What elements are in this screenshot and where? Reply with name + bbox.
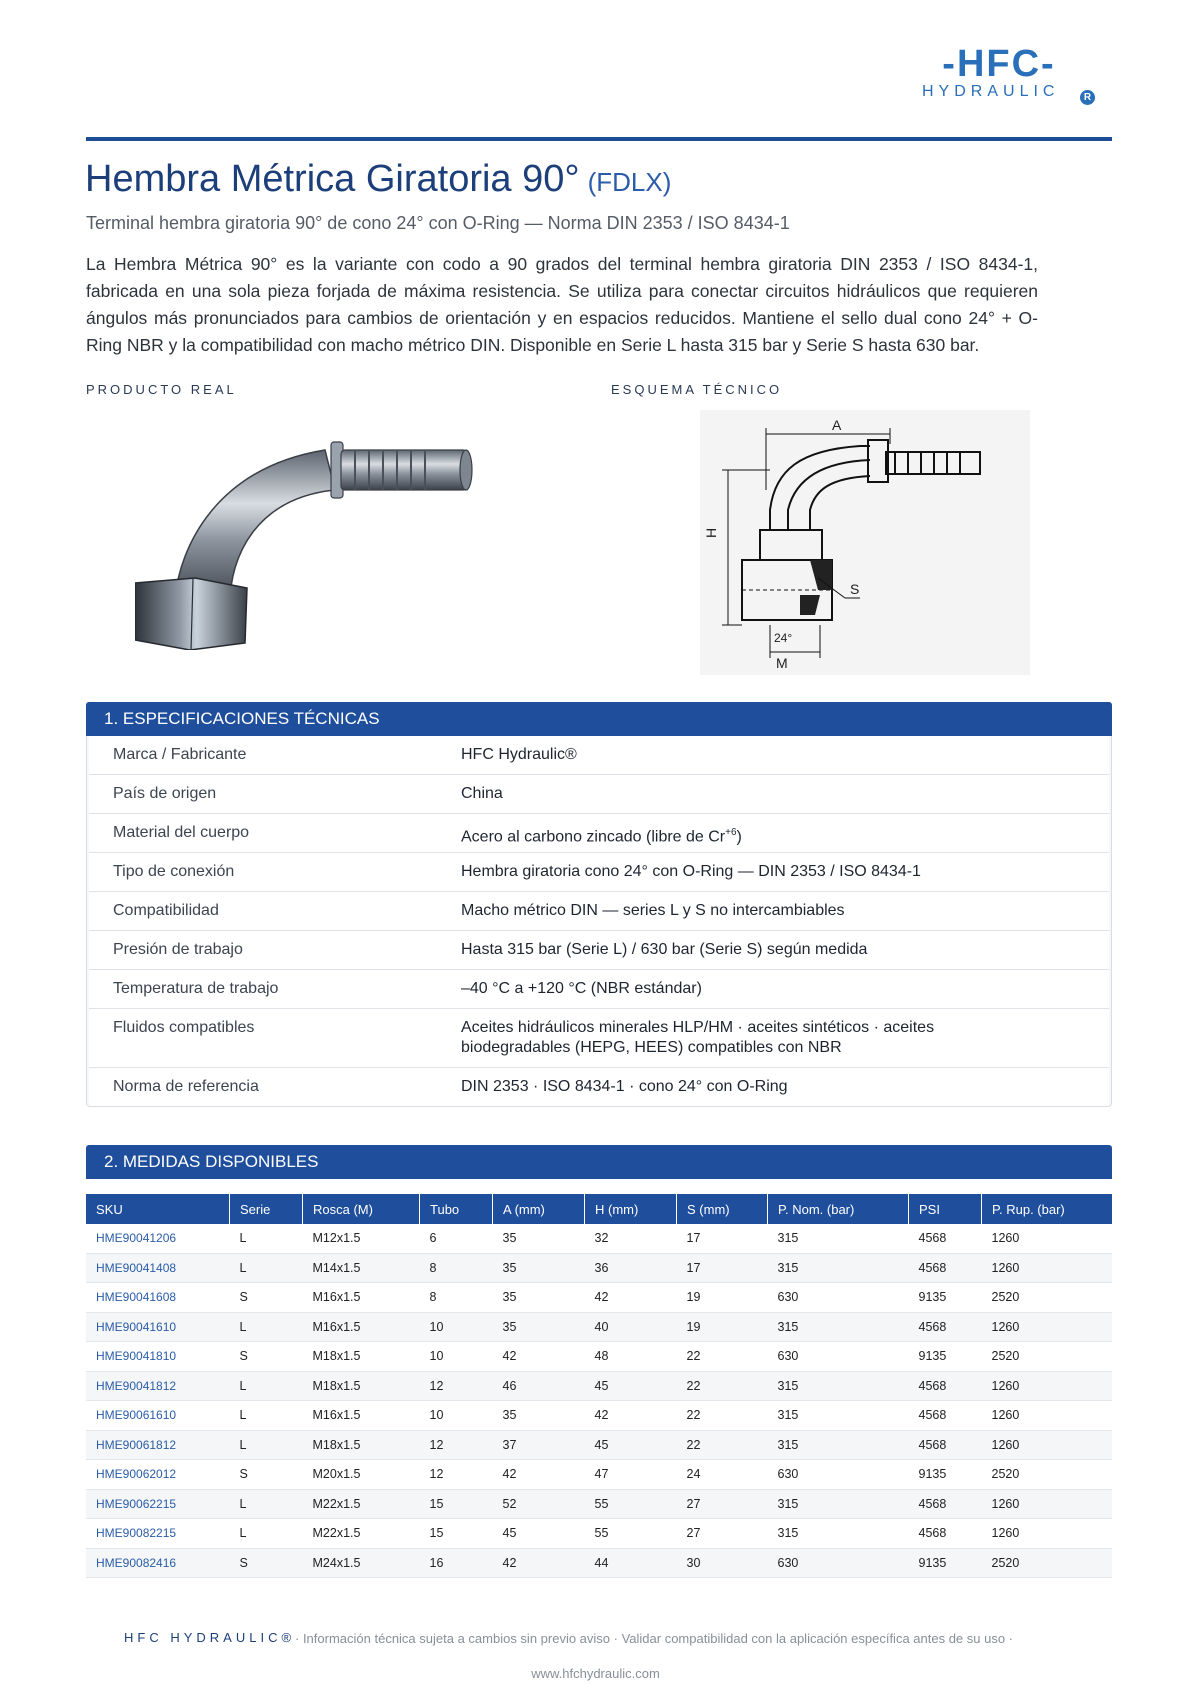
spec-value-text: Acero al carbono zincado (libre de Cr [461, 828, 726, 846]
table-cell: L [230, 1371, 303, 1401]
col-header: Tubo [420, 1194, 493, 1224]
spec-key: País de origen [113, 785, 217, 802]
table-cell: 4568 [909, 1253, 982, 1283]
hose-tail [341, 450, 467, 490]
sku-cell: HME90041610 [86, 1312, 230, 1342]
sku-cell: HME90061812 [86, 1430, 230, 1460]
table-cell: 315 [768, 1401, 909, 1431]
technical-diagram [700, 410, 1030, 675]
table-cell: 630 [768, 1283, 909, 1313]
spec-key: Temperatura de trabajo [113, 980, 279, 997]
spec-value [461, 814, 1109, 852]
table-cell: 22 [677, 1342, 768, 1372]
table-cell: 1260 [982, 1519, 1113, 1549]
spec-key: Presión de trabajo [113, 941, 243, 958]
sku-cell: HME90041608 [86, 1283, 230, 1313]
table-cell: 4568 [909, 1519, 982, 1549]
table-row [86, 1519, 1112, 1549]
table-cell: 12 [420, 1460, 493, 1490]
table-cell: 315 [768, 1253, 909, 1283]
table-row [86, 1489, 1112, 1519]
table-cell: 10 [420, 1401, 493, 1431]
sku-cell: HME90062012 [86, 1460, 230, 1490]
dim-angle-label: 24° [774, 631, 793, 645]
table-cell: M16x1.5 [303, 1312, 420, 1342]
table-cell: 2520 [982, 1283, 1113, 1313]
col-header: PSI [909, 1194, 982, 1224]
table-cell: S [230, 1460, 303, 1490]
table-cell: L [230, 1519, 303, 1549]
table-cell: 315 [768, 1224, 909, 1253]
table-cell: M20x1.5 [303, 1460, 420, 1490]
col-header: A (mm) [493, 1194, 585, 1224]
table-cell: 4568 [909, 1312, 982, 1342]
table-cell: 10 [420, 1342, 493, 1372]
table-cell: 2520 [982, 1342, 1113, 1372]
registered-mark-icon: R [1080, 90, 1095, 105]
table-cell: 2520 [982, 1460, 1113, 1490]
sku-cell: HME90062215 [86, 1489, 230, 1519]
table-cell: 27 [677, 1489, 768, 1519]
sku-cell: HME90041812 [86, 1371, 230, 1401]
col-header: H (mm) [585, 1194, 677, 1224]
table-cell: 46 [493, 1371, 585, 1401]
spec-value-tail: ) [736, 828, 742, 846]
table-cell: 32 [585, 1224, 677, 1253]
spec-value: DIN 2353 · ISO 8434-1 · cono 24° con O-Ring [461, 1078, 788, 1095]
table-cell: 9135 [909, 1460, 982, 1490]
table-cell: 1260 [982, 1312, 1113, 1342]
product-name: Hembra Métrica Giratoria 90° [85, 158, 580, 200]
table-row [86, 1371, 1112, 1401]
spec-value: Hasta 315 bar (Serie L) / 630 bar (Serie S) según medida [461, 941, 868, 958]
table-cell: 1260 [982, 1430, 1113, 1460]
table-cell: 16 [420, 1548, 493, 1578]
table-cell: 10 [420, 1312, 493, 1342]
footer-brand: HFC HYDRAULIC® [124, 1630, 296, 1645]
table-cell: 12 [420, 1371, 493, 1401]
col-header: SKU [86, 1194, 230, 1224]
intro-paragraph: La Hembra Métrica 90° es la variante con codo a 90 grados del terminal hembra giratoria DIN 2353 / ISO 8434-1, fabricada en una sola pieza forjada de máxima resistencia. Se utiliza para conectar circuitos hidráulicos que requieren ángulos más pronunciados para cambios de orientación y en espacios reducidos. Mantiene el sello dual cono 24° + O-Ring NBR y la compatibilidad con macho métrico DIN. Disponible en Serie L hasta 315 bar y Serie S hasta 630 bar. [86, 254, 1038, 355]
table-cell: 19 [677, 1312, 768, 1342]
table-cell: L [230, 1401, 303, 1431]
spec-row-origin [89, 774, 1109, 813]
sku-cell: HME90082416 [86, 1548, 230, 1578]
table-cell: 315 [768, 1489, 909, 1519]
table-cell: L [230, 1312, 303, 1342]
table-cell: 15 [420, 1489, 493, 1519]
table-cell: 22 [677, 1371, 768, 1401]
table-cell: 35 [493, 1253, 585, 1283]
table-cell: 630 [768, 1342, 909, 1372]
sizes-table [86, 1194, 1112, 1578]
header-divider [86, 137, 1112, 141]
table-cell: M22x1.5 [303, 1489, 420, 1519]
table-cell: 40 [585, 1312, 677, 1342]
table-cell: 45 [585, 1371, 677, 1401]
table-cell: 1260 [982, 1401, 1113, 1431]
table-cell: L [230, 1430, 303, 1460]
sku-cell: HME90041206 [86, 1224, 230, 1253]
table-row [86, 1283, 1112, 1313]
spec-row-fluids [89, 1008, 1109, 1067]
table-cell: 1260 [982, 1371, 1113, 1401]
table-cell: M18x1.5 [303, 1430, 420, 1460]
table-cell: 630 [768, 1548, 909, 1578]
table-cell: L [230, 1224, 303, 1253]
spec-key: Material del cuerpo [113, 824, 250, 841]
table-row [86, 1401, 1112, 1431]
sku-cell: HME90041408 [86, 1253, 230, 1283]
table-row [86, 1224, 1112, 1253]
table-row [86, 1430, 1112, 1460]
specs-table [86, 736, 1112, 1107]
table-cell: 35 [493, 1224, 585, 1253]
table-cell: 22 [677, 1401, 768, 1431]
brand-logo [910, 44, 1110, 114]
table-cell: 8 [420, 1253, 493, 1283]
col-header: Serie [230, 1194, 303, 1224]
spec-key: Marca / Fabricante [113, 746, 247, 763]
table-cell: 42 [493, 1548, 585, 1578]
spec-row-standard [89, 1067, 1109, 1106]
table-cell: 630 [768, 1460, 909, 1490]
col-header: Rosca (M) [303, 1194, 420, 1224]
table-cell: 4568 [909, 1371, 982, 1401]
table-cell: 8 [420, 1283, 493, 1313]
table-cell: M18x1.5 [303, 1342, 420, 1372]
table-cell: 45 [493, 1519, 585, 1549]
table-cell: 2520 [982, 1548, 1113, 1578]
table-cell: L [230, 1253, 303, 1283]
spec-key: Tipo de conexión [113, 863, 235, 880]
table-cell: M18x1.5 [303, 1371, 420, 1401]
table-cell: 4568 [909, 1224, 982, 1253]
table-cell: 27 [677, 1519, 768, 1549]
col-header: S (mm) [677, 1194, 768, 1224]
table-row [86, 1548, 1112, 1578]
footer-url: www.hfchydraulic.com [531, 1666, 660, 1681]
table-cell: 42 [585, 1283, 677, 1313]
table-cell: 315 [768, 1430, 909, 1460]
table-cell: M14x1.5 [303, 1253, 420, 1283]
spec-key: Fluidos compatibles [113, 1019, 255, 1036]
table-cell: 9135 [909, 1548, 982, 1578]
table-cell: 52 [493, 1489, 585, 1519]
table-cell: 9135 [909, 1342, 982, 1372]
table-cell: 4568 [909, 1401, 982, 1431]
table-cell: 55 [585, 1519, 677, 1549]
table-cell: 35 [493, 1283, 585, 1313]
table-cell: 1260 [982, 1224, 1113, 1253]
table-cell: 315 [768, 1312, 909, 1342]
table-cell: M16x1.5 [303, 1401, 420, 1431]
table-cell: 17 [677, 1224, 768, 1253]
table-cell: 45 [585, 1430, 677, 1460]
scheme-label: ESQUEMA TÉCNICO [611, 382, 783, 397]
spec-key: Compatibilidad [113, 902, 219, 919]
table-cell: M16x1.5 [303, 1283, 420, 1313]
table-cell: 42 [493, 1460, 585, 1490]
table-cell: 1260 [982, 1489, 1113, 1519]
spec-value: Aceites hidráulicos minerales HLP/HM · aceites sintéticos · aceites biodegradables (HEPG, HEES) compatibles con NBR [461, 1019, 935, 1056]
spec-row-brand [89, 736, 1109, 774]
spec-value: HFC Hydraulic® [461, 746, 577, 763]
table-cell: 36 [585, 1253, 677, 1283]
table-cell: S [230, 1283, 303, 1313]
col-header: P. Nom. (bar) [768, 1194, 909, 1224]
table-row [86, 1342, 1112, 1372]
table-cell: S [230, 1342, 303, 1372]
table-cell: M24x1.5 [303, 1548, 420, 1578]
table-cell: 315 [768, 1371, 909, 1401]
table-cell: 24 [677, 1460, 768, 1490]
photo-label: PRODUCTO REAL [86, 382, 237, 397]
table-cell: 12 [420, 1430, 493, 1460]
dim-s-label: S [850, 581, 860, 597]
table-cell: 48 [585, 1342, 677, 1372]
spec-row-compatibility [89, 891, 1109, 930]
diagram-background [700, 410, 1030, 675]
table-cell: L [230, 1489, 303, 1519]
spec-value: Hembra giratoria cono 24° con O-Ring — DIN 2353 / ISO 8434-1 [461, 863, 921, 880]
table-cell: 17 [677, 1253, 768, 1283]
product-photo [135, 428, 500, 650]
spec-row-temperature [89, 969, 1109, 1008]
spec-value: Macho métrico DIN — series L y S no intercambiables [461, 902, 845, 919]
table-cell: 4568 [909, 1489, 982, 1519]
col-header: P. Rup. (bar) [982, 1194, 1113, 1224]
table-cell: 315 [768, 1519, 909, 1549]
footer-disclaimer: · Información técnica sujeta a cambios sin previo aviso · Validar compatibilidad con la aplicación específica antes de su uso · [295, 1631, 1014, 1646]
sizes-section-header: 2. MEDIDAS DISPONIBLES [86, 1145, 1112, 1179]
page-subtitle: Terminal hembra giratoria 90° de cono 24° con O-Ring — Norma DIN 2353 / ISO 8434-1 [86, 213, 790, 233]
page-title [85, 156, 671, 205]
spec-row-connection [89, 852, 1109, 891]
specs-section-header: 1. ESPECIFICACIONES TÉCNICAS [86, 702, 1112, 736]
spec-value-sup: +6 [725, 827, 737, 838]
spec-key: Norma de referencia [113, 1078, 259, 1095]
table-row [86, 1253, 1112, 1283]
table-cell: M22x1.5 [303, 1519, 420, 1549]
table-cell: 9135 [909, 1283, 982, 1313]
spec-value: China [461, 785, 503, 802]
spec-value: –40 °C a +120 °C (NBR estándar) [461, 980, 702, 997]
dim-h-label: H [703, 527, 719, 538]
table-cell: 44 [585, 1548, 677, 1578]
table-cell: 37 [493, 1430, 585, 1460]
spec-row-material [89, 813, 1109, 852]
table-cell: M12x1.5 [303, 1224, 420, 1253]
table-cell: 42 [493, 1342, 585, 1372]
table-cell: 22 [677, 1430, 768, 1460]
sizes-header-row [86, 1194, 1112, 1224]
table-cell: 35 [493, 1401, 585, 1431]
table-row [86, 1312, 1112, 1342]
table-row [86, 1460, 1112, 1490]
sizes-body [86, 1224, 1112, 1578]
table-cell: S [230, 1548, 303, 1578]
logo-subtitle: HYDRAULIC [922, 83, 1060, 100]
table-cell: 35 [493, 1312, 585, 1342]
table-cell: 15 [420, 1519, 493, 1549]
table-cell: 55 [585, 1489, 677, 1519]
dim-m-label: M [776, 655, 788, 671]
logo-wordmark: -HFC- [942, 43, 1056, 85]
table-cell: 42 [585, 1401, 677, 1431]
dim-a-label: A [832, 417, 842, 433]
table-cell: 4568 [909, 1430, 982, 1460]
product-code: (FDLX) [587, 167, 672, 197]
tail-end [460, 450, 472, 490]
sku-cell: HME90061610 [86, 1401, 230, 1431]
table-cell: 6 [420, 1224, 493, 1253]
sku-cell: HME90082215 [86, 1519, 230, 1549]
table-cell: 47 [585, 1460, 677, 1490]
table-cell: 19 [677, 1283, 768, 1313]
spec-row-pressure [89, 930, 1109, 969]
sku-cell: HME90041810 [86, 1342, 230, 1372]
table-cell: 1260 [982, 1253, 1113, 1283]
table-cell: 30 [677, 1548, 768, 1578]
